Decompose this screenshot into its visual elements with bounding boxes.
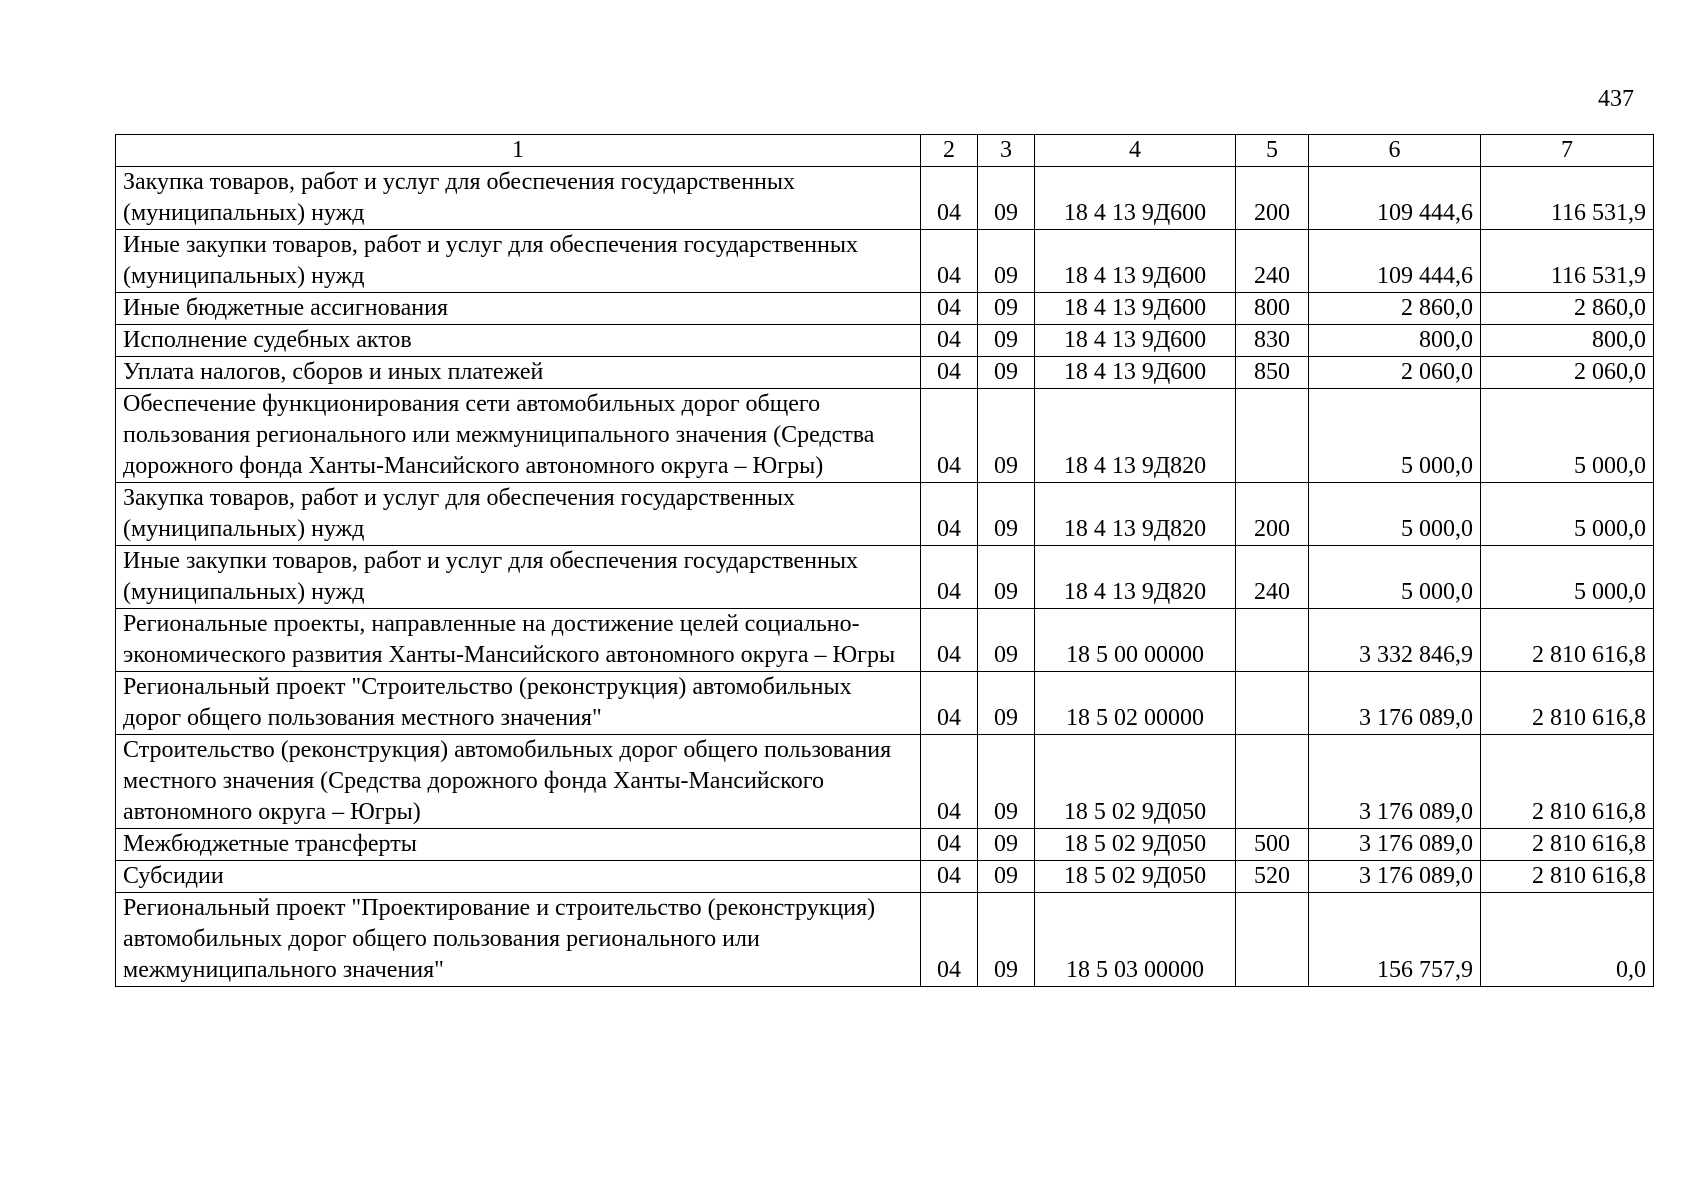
- cell-sum2: 0,0: [1481, 893, 1654, 987]
- cell-rz: 04: [921, 389, 978, 483]
- cell-pr: 09: [978, 672, 1035, 735]
- cell-name: Межбюджетные трансферты: [116, 829, 921, 861]
- cell-rz: 04: [921, 483, 978, 546]
- header-col-7: 7: [1481, 135, 1654, 167]
- cell-sum2: 116 531,9: [1481, 167, 1654, 230]
- header-col-1: 1: [116, 135, 921, 167]
- cell-csr: 18 5 02 9Д050: [1035, 861, 1236, 893]
- cell-rz: 04: [921, 735, 978, 829]
- budget-table: [115, 134, 1654, 987]
- cell-rz: 04: [921, 829, 978, 861]
- cell-sum1: 2 060,0: [1309, 357, 1481, 389]
- cell-sum2: 2 860,0: [1481, 293, 1654, 325]
- cell-pr: 09: [978, 167, 1035, 230]
- cell-sum2: 2 810 616,8: [1481, 735, 1654, 829]
- cell-vr: 520: [1236, 861, 1309, 893]
- cell-csr: 18 4 13 9Д600: [1035, 325, 1236, 357]
- table-row: [116, 829, 1654, 861]
- table-row: [116, 389, 1654, 483]
- cell-vr: 200: [1236, 167, 1309, 230]
- cell-sum2: 5 000,0: [1481, 483, 1654, 546]
- cell-rz: 04: [921, 861, 978, 893]
- table-body: [116, 167, 1654, 987]
- cell-pr: 09: [978, 861, 1035, 893]
- cell-sum2: 800,0: [1481, 325, 1654, 357]
- cell-rz: 04: [921, 546, 978, 609]
- cell-sum2: 2 060,0: [1481, 357, 1654, 389]
- cell-sum1: 3 176 089,0: [1309, 735, 1481, 829]
- cell-csr: 18 4 13 9Д820: [1035, 483, 1236, 546]
- cell-name: Субсидии: [116, 861, 921, 893]
- cell-vr: [1236, 609, 1309, 672]
- cell-pr: 09: [978, 357, 1035, 389]
- cell-sum1: 2 860,0: [1309, 293, 1481, 325]
- table-row: [116, 609, 1654, 672]
- cell-csr: 18 4 13 9Д600: [1035, 167, 1236, 230]
- page-number: 437: [1598, 86, 1634, 112]
- header-col-5: 5: [1236, 135, 1309, 167]
- table-row: [116, 230, 1654, 293]
- cell-name: Иные бюджетные ассигнования: [116, 293, 921, 325]
- cell-pr: 09: [978, 735, 1035, 829]
- cell-csr: 18 5 02 9Д050: [1035, 829, 1236, 861]
- cell-sum1: 156 757,9: [1309, 893, 1481, 987]
- cell-name: Закупка товаров, работ и услуг для обеспечения государственных (муниципальных) нужд: [116, 167, 921, 230]
- cell-sum1: 5 000,0: [1309, 389, 1481, 483]
- cell-sum2: 2 810 616,8: [1481, 609, 1654, 672]
- cell-sum2: 2 810 616,8: [1481, 829, 1654, 861]
- cell-pr: 09: [978, 483, 1035, 546]
- table-row: [116, 167, 1654, 230]
- cell-sum1: 5 000,0: [1309, 483, 1481, 546]
- cell-rz: 04: [921, 293, 978, 325]
- cell-name: Уплата налогов, сборов и иных платежей: [116, 357, 921, 389]
- cell-sum2: 2 810 616,8: [1481, 861, 1654, 893]
- table-row: [116, 293, 1654, 325]
- cell-csr: 18 4 13 9Д600: [1035, 293, 1236, 325]
- cell-name: Закупка товаров, работ и услуг для обеспечения государственных (муниципальных) нужд: [116, 483, 921, 546]
- cell-sum2: 116 531,9: [1481, 230, 1654, 293]
- cell-sum1: 3 176 089,0: [1309, 672, 1481, 735]
- cell-name: Иные закупки товаров, работ и услуг для обеспечения государственных (муниципальных) нужд: [116, 546, 921, 609]
- cell-csr: 18 5 00 00000: [1035, 609, 1236, 672]
- cell-pr: 09: [978, 893, 1035, 987]
- cell-vr: 800: [1236, 293, 1309, 325]
- cell-vr: [1236, 672, 1309, 735]
- cell-rz: 04: [921, 672, 978, 735]
- cell-csr: 18 5 02 00000: [1035, 672, 1236, 735]
- cell-vr: 500: [1236, 829, 1309, 861]
- cell-rz: 04: [921, 357, 978, 389]
- header-col-2: 2: [921, 135, 978, 167]
- cell-vr: 200: [1236, 483, 1309, 546]
- cell-csr: 18 5 02 9Д050: [1035, 735, 1236, 829]
- cell-pr: 09: [978, 293, 1035, 325]
- cell-sum1: 3 176 089,0: [1309, 829, 1481, 861]
- table-row: [116, 672, 1654, 735]
- cell-sum1: 3 332 846,9: [1309, 609, 1481, 672]
- cell-pr: 09: [978, 325, 1035, 357]
- table-row: [116, 735, 1654, 829]
- cell-pr: 09: [978, 230, 1035, 293]
- cell-sum1: 109 444,6: [1309, 230, 1481, 293]
- cell-csr: 18 4 13 9Д820: [1035, 546, 1236, 609]
- cell-vr: [1236, 893, 1309, 987]
- cell-name: Региональный проект "Строительство (реконструкция) автомобильных дорог общего пользования местного значения": [116, 672, 921, 735]
- table-row: [116, 546, 1654, 609]
- cell-pr: 09: [978, 829, 1035, 861]
- cell-sum1: 5 000,0: [1309, 546, 1481, 609]
- cell-rz: 04: [921, 609, 978, 672]
- cell-vr: [1236, 389, 1309, 483]
- cell-sum1: 800,0: [1309, 325, 1481, 357]
- cell-rz: 04: [921, 230, 978, 293]
- cell-sum2: 2 810 616,8: [1481, 672, 1654, 735]
- cell-vr: 850: [1236, 357, 1309, 389]
- table-row: [116, 325, 1654, 357]
- table-row: [116, 893, 1654, 987]
- cell-sum1: 3 176 089,0: [1309, 861, 1481, 893]
- cell-csr: 18 5 03 00000: [1035, 893, 1236, 987]
- cell-pr: 09: [978, 389, 1035, 483]
- cell-csr: 18 4 13 9Д600: [1035, 230, 1236, 293]
- cell-vr: 240: [1236, 546, 1309, 609]
- cell-vr: 240: [1236, 230, 1309, 293]
- cell-name: Строительство (реконструкция) автомобильных дорог общего пользования местного значения (Средства дорожного фонда Ханты-Мансийского автономного округа – Югры): [116, 735, 921, 829]
- cell-rz: 04: [921, 325, 978, 357]
- cell-name: Региональные проекты, направленные на достижение целей социально-экономического развития Ханты-Мансийского автономного округа – Югры: [116, 609, 921, 672]
- cell-rz: 04: [921, 167, 978, 230]
- cell-name: Региональный проект "Проектирование и строительство (реконструкция) автомобильных дорог общего пользования регионального или межмуниципального значения": [116, 893, 921, 987]
- table-row: [116, 483, 1654, 546]
- cell-rz: 04: [921, 893, 978, 987]
- cell-vr: [1236, 735, 1309, 829]
- cell-sum2: 5 000,0: [1481, 389, 1654, 483]
- cell-sum1: 109 444,6: [1309, 167, 1481, 230]
- header-col-4: 4: [1035, 135, 1236, 167]
- cell-pr: 09: [978, 609, 1035, 672]
- cell-name: Иные закупки товаров, работ и услуг для обеспечения государственных (муниципальных) нужд: [116, 230, 921, 293]
- cell-sum2: 5 000,0: [1481, 546, 1654, 609]
- cell-pr: 09: [978, 546, 1035, 609]
- header-col-6: 6: [1309, 135, 1481, 167]
- cell-name: Обеспечение функционирования сети автомобильных дорог общего пользования регионального или межмуниципального значения (Средства дорожного фонда Ханты-Мансийского автономного округа – Югры): [116, 389, 921, 483]
- cell-name: Исполнение судебных актов: [116, 325, 921, 357]
- header-row: [116, 135, 1654, 167]
- table-row: [116, 357, 1654, 389]
- cell-csr: 18 4 13 9Д600: [1035, 357, 1236, 389]
- cell-vr: 830: [1236, 325, 1309, 357]
- table-row: [116, 861, 1654, 893]
- cell-csr: 18 4 13 9Д820: [1035, 389, 1236, 483]
- header-col-3: 3: [978, 135, 1035, 167]
